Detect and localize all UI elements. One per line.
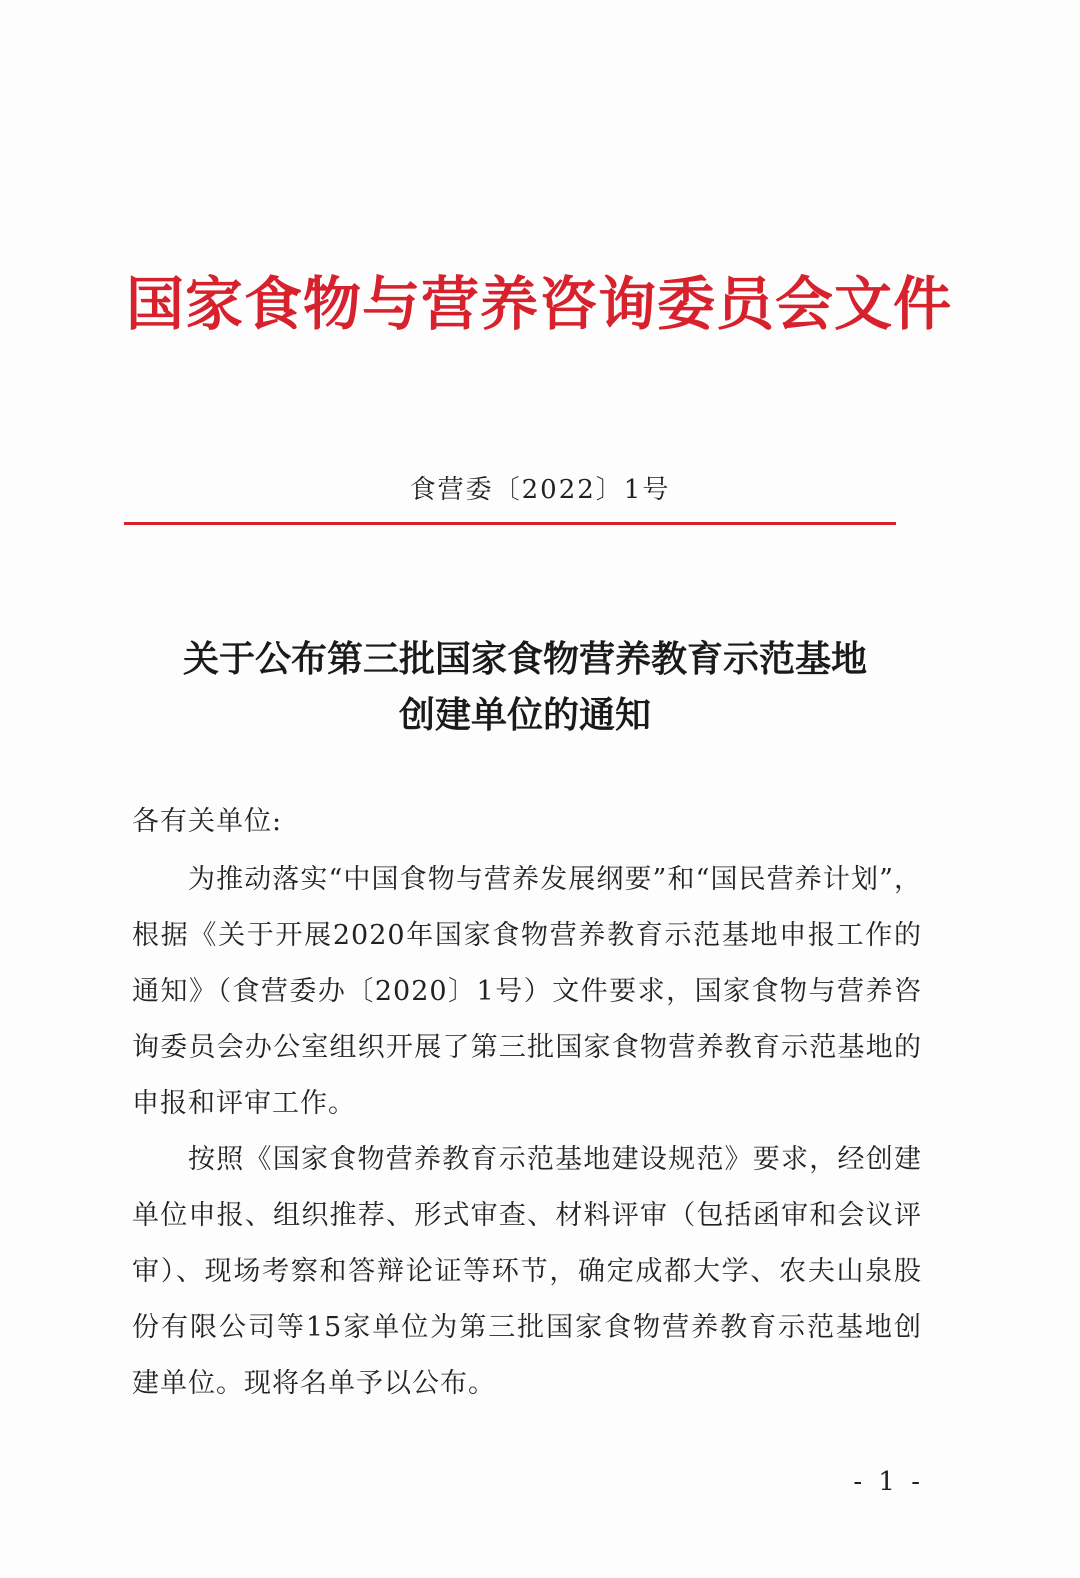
document-header-title: 国家食物与营养咨询委员会文件 — [126, 270, 953, 338]
salutation: 各有关单位: — [132, 806, 283, 837]
page-number: - 1 - — [853, 1467, 924, 1497]
notice-title-line-2: 创建单位的通知 — [398, 695, 651, 736]
body-paragraph-2: 按照《国家食物营养教育示范基地建设规范》要求，经创建单位申报、组织推荐、形式审查、材料评审（包括函审和会议评审）、现场考察和答辩论证等环节，确定成都大学、农夫山泉股份有限公司等15家单位为第三批国家食物营养教育示范基地创建单位。现将名单予以公布。 — [132, 1144, 922, 1399]
notice-title — [100, 632, 950, 744]
red-divider-rule — [124, 522, 896, 525]
document-number: 食营委〔2022〕1号 — [409, 475, 671, 505]
body-paragraph-1: 为推动落实“中国食物与营养发展纲要”和“国民营养计划”，根据《关于开展2020年国家食物营养教育示范基地申报工作的通知》（食营委办〔2020〕1号）文件要求，国家食物与营养咨询委员会办公室组织开展了第三批国家食物营养教育示范基地的申报和评审工作。 — [132, 864, 922, 1119]
notice-title-line-1: 关于公布第三批国家食物营养教育示范基地 — [182, 639, 867, 680]
